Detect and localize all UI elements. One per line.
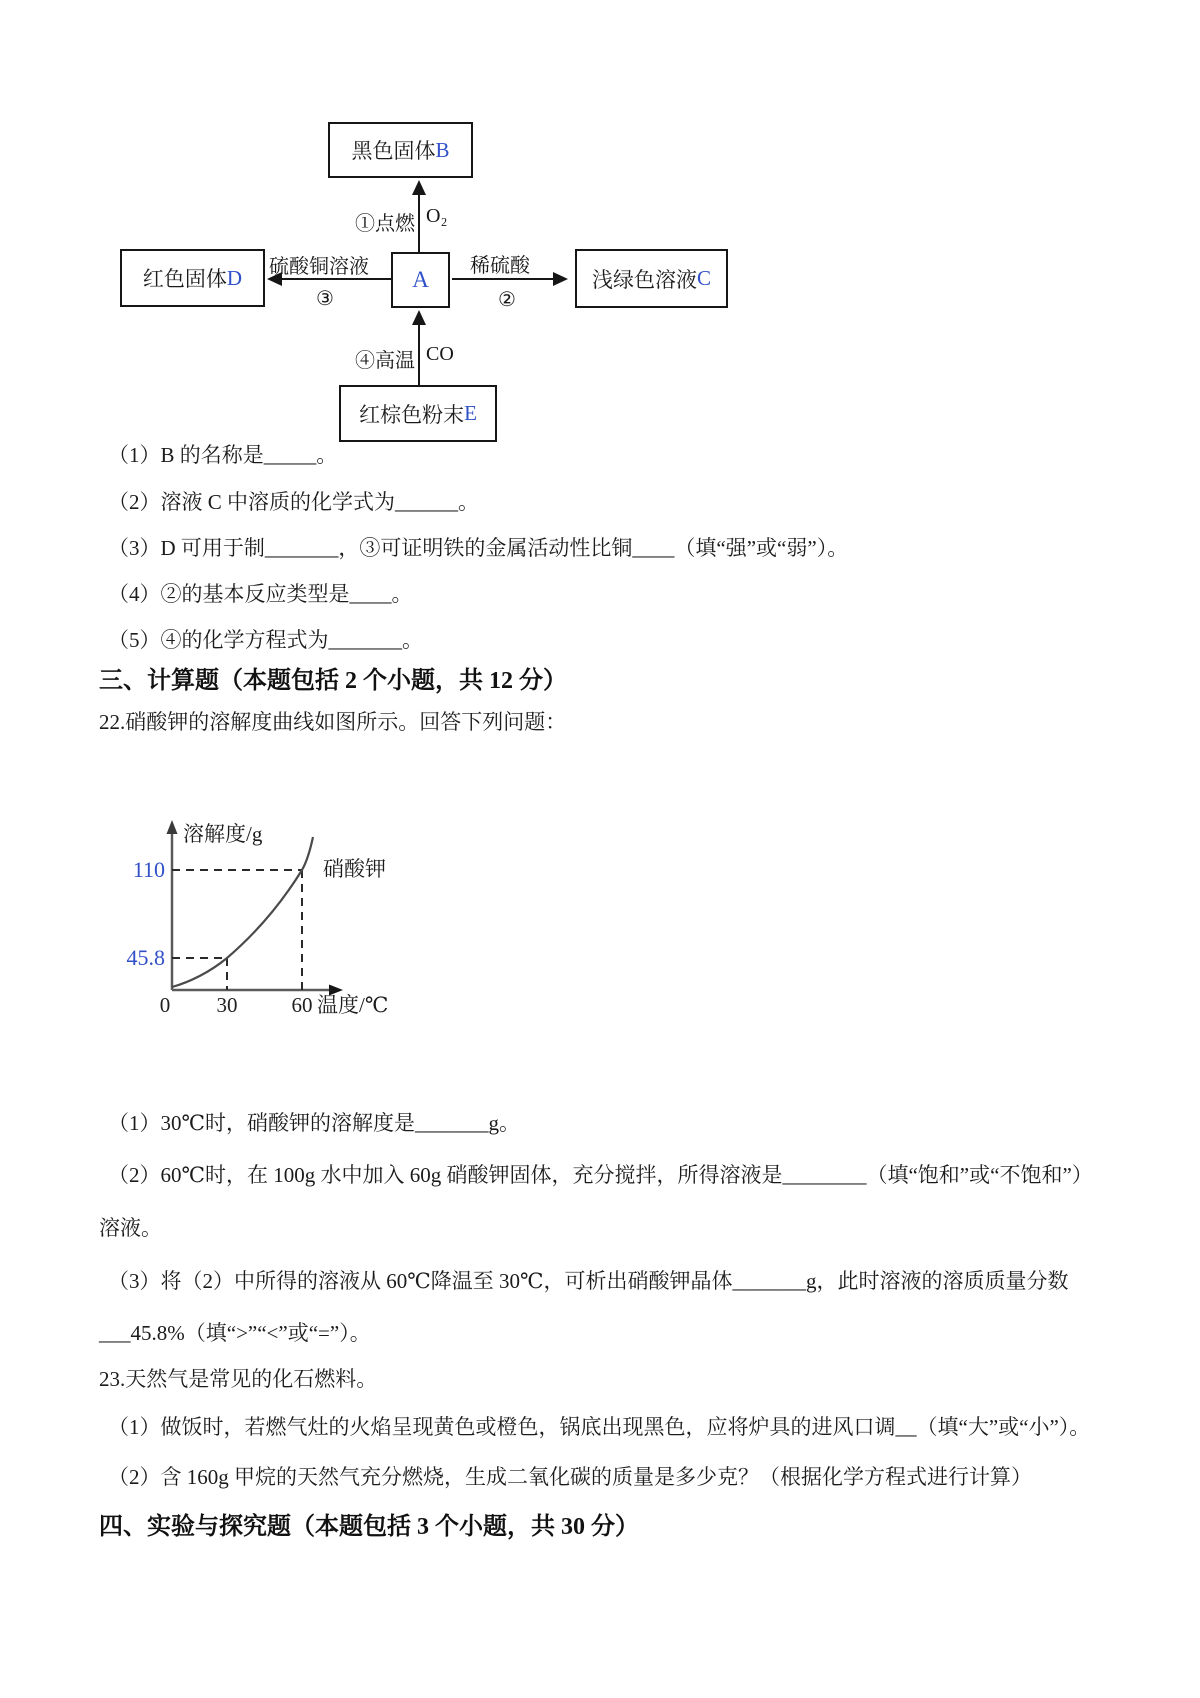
diagram-box-red-brown-powder-e xyxy=(339,385,497,442)
arrow-up-gas-label: O₂ xyxy=(426,205,448,227)
ytick-110: 110 xyxy=(132,857,165,882)
box-c-letter: C xyxy=(696,266,711,290)
box-e-letter: E xyxy=(464,401,477,425)
arrow-left-label: 硫酸铜溶液 xyxy=(269,256,369,278)
q23-part1: （1）做饭时，若燃气灶的火焰呈现黄色或橙色，锅底出现黑色，应将炉具的进风口调__（填“大”或“小”）。 xyxy=(108,1415,1091,1439)
arrow-bottom-label: ④高温 xyxy=(355,350,415,372)
section3-heading: 三、计算题（本题包括 2 个小题，共 12 分） xyxy=(99,668,567,694)
section4-heading: 四、实验与探究题（本题包括 3 个小题，共 30 分） xyxy=(99,1514,639,1540)
diagram-box-light-green-solution-c xyxy=(575,249,728,308)
q21-part5: （5）④的化学方程式为_______。 xyxy=(108,628,423,652)
q21-part4: （4）②的基本反应类型是____。 xyxy=(108,582,413,606)
series-label: 硝酸钾 xyxy=(323,857,386,881)
box-a-letter: A xyxy=(412,267,429,292)
diagram-box-black-solid-b xyxy=(328,122,473,178)
arrow-right-label: 稀硫酸 xyxy=(470,255,530,277)
arrow-left-number: ③ xyxy=(316,288,334,310)
y-axis-arrow-icon xyxy=(167,820,178,834)
arrow-up-line xyxy=(418,193,420,252)
arrow-right-number: ② xyxy=(498,289,516,311)
arrow-bottom-line xyxy=(418,323,420,385)
arrow-right-line xyxy=(452,278,553,280)
diagram-box-red-solid-d xyxy=(120,249,265,307)
q22-part1: （1）30℃时，硝酸钾的溶解度是_______g。 xyxy=(108,1111,520,1135)
arrow-up-label: ①点燃 xyxy=(355,213,415,235)
box-d-text: 红色固体 xyxy=(142,267,227,291)
arrow-right-head-icon xyxy=(553,272,568,286)
q21-part1: （1）B 的名称是_____。 xyxy=(108,443,338,467)
q22-part2: （2）60℃时，在 100g 水中加入 60g 硝酸钾固体，充分搅拌，所得溶液是________（填“饱和”或“不饱和”） xyxy=(108,1163,1093,1187)
ytick-45-8: 45.8 xyxy=(126,945,165,970)
q23-part2: （2）含 160g 甲烷的天然气充分燃烧，生成二氧化碳的质量是多少克？（根据化学方程式进行计算） xyxy=(108,1465,1032,1489)
q22-part3: （3）将（2）中所得的溶液从 60℃降温至 30℃，可析出硝酸钾晶体_______g，此时溶液的溶质质量分数 xyxy=(108,1269,1069,1293)
q22-part2-continued: 溶液。 xyxy=(99,1216,162,1240)
q21-part2: （2）溶液 C 中溶质的化学式为______。 xyxy=(108,490,480,514)
chart-xlabel: 温度/℃ xyxy=(317,993,389,1017)
chart-ylabel: 溶解度/g xyxy=(183,822,263,846)
q22-part3-continued: ___45.8%（填“>”“<”或“=”）。 xyxy=(99,1321,371,1345)
box-d-letter: D xyxy=(226,265,243,290)
arrow-bottom-gas-label: CO xyxy=(426,343,454,365)
q22-intro: 22.硝酸钾的溶解度曲线如图所示。回答下列问题： xyxy=(99,710,567,734)
box-e-text: 红棕色粉末 xyxy=(359,402,465,427)
box-c-text: 浅绿色溶液 xyxy=(591,267,697,292)
q23-intro: 23.天然气是常见的化石燃料。 xyxy=(99,1367,378,1391)
diagram-box-a xyxy=(391,252,450,308)
xtick-0: 0 xyxy=(159,993,171,1017)
kno3-curve xyxy=(172,837,313,987)
xtick-30: 30 xyxy=(216,993,238,1017)
xtick-60: 60 xyxy=(291,993,313,1017)
solubility-chart xyxy=(95,812,425,1032)
box-b-letter: B xyxy=(435,137,450,162)
q21-part3: （3）D 可用于制_______，③可证明铁的金属活动性比铜____（填“强”或“弱”）。 xyxy=(108,536,849,560)
box-b-text: 黑色固体 xyxy=(351,139,436,163)
